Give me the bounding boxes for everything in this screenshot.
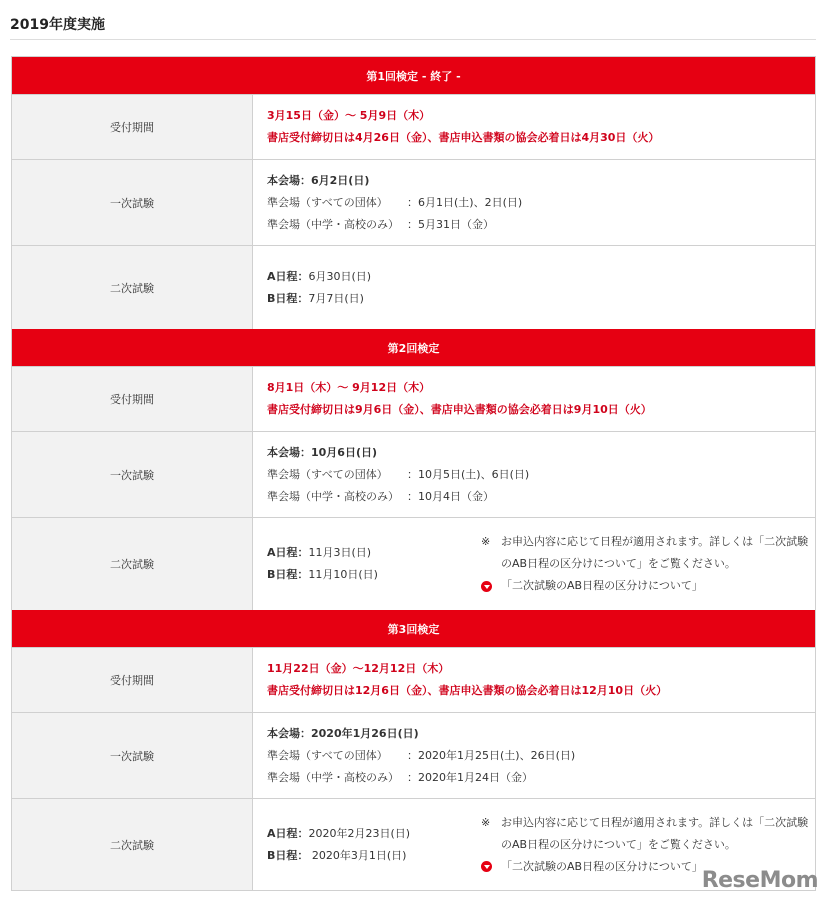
round-3-second-exam-row — [12, 798, 815, 890]
main-venue-date: 本会場：10月6日(日) — [267, 445, 378, 459]
row-label-reception: 受付期間 — [12, 648, 253, 712]
round-2-reception-row — [12, 366, 815, 431]
round-3-header: 第3回検定 — [12, 610, 815, 647]
row-label-first-exam: 一次試験 — [12, 160, 253, 245]
reception-deadline-note: 書店受付締切日は9月6日（金）、書店申込書類の協会必着日は9月10日（火） — [267, 403, 652, 416]
sub-venue-school-date: ：5月31日（金） — [407, 217, 494, 231]
round-2-first-exam-row — [12, 431, 815, 517]
exam-schedule-table — [11, 56, 816, 891]
chevron-down-circle-icon — [481, 581, 492, 592]
reception-period: 3月15日（金）～ 5月9日（木） — [267, 109, 431, 122]
schedule-a-label: A日程： — [267, 269, 309, 283]
round-1-reception-row — [12, 94, 815, 159]
ab-schedule-link[interactable] — [481, 575, 808, 597]
round-3-reception-row — [12, 647, 815, 712]
note-mark: ※ — [481, 815, 491, 829]
sub-venue-school-label: 準会場（中学・高校のみ） — [267, 217, 399, 231]
row-label-second-exam: 二次試験 — [12, 799, 253, 890]
schedule-a-date: 6月30日(日) — [308, 269, 372, 283]
round-1-first-exam-row — [12, 159, 815, 245]
sub-venue-all-label: 準会場（すべての団体） — [267, 467, 388, 481]
sub-venue-school-date: ：10月4日（金） — [407, 489, 494, 503]
round-1-header: 第1回検定 - 終了 - — [12, 57, 815, 94]
reception-deadline-note: 書店受付締切日は12月6日（金）、書店申込書類の協会必着日は12月10日（火） — [267, 684, 668, 697]
schedule-b-date: 7月7日(日) — [308, 291, 364, 305]
ab-schedule-note — [481, 531, 808, 597]
title-divider — [10, 39, 816, 40]
note-text-line2: のAB日程の区分けについて」をご覧ください。 — [501, 837, 736, 851]
schedule-b-label: B日程： — [267, 848, 309, 862]
sub-venue-all-label: 準会場（すべての団体） — [267, 748, 388, 762]
row-label-reception: 受付期間 — [12, 367, 253, 431]
main-venue-date: 本会場：2020年1月26日(日) — [267, 726, 419, 740]
row-label-first-exam: 一次試験 — [12, 432, 253, 517]
sub-venue-all-label: 準会場（すべての団体） — [267, 195, 388, 209]
round-3-first-exam-row — [12, 712, 815, 798]
note-text-line1: お申込内容に応じて日程が適用されます。詳しくは「二次試験 — [501, 535, 809, 548]
schedule-a-label: A日程： — [267, 826, 309, 840]
chevron-down-circle-icon — [481, 861, 492, 872]
sub-venue-school-label: 準会場（中学・高校のみ） — [267, 770, 399, 784]
ab-schedule-link-text[interactable]: 「二次試験のAB日程の区分けについて」 — [501, 579, 703, 592]
schedule-b-date: 11月10日(日) — [308, 568, 378, 581]
note-mark: ※ — [481, 535, 491, 548]
schedule-b-date: 2020年3月1日(日) — [308, 848, 407, 862]
schedule-a-date: 2020年2月23日(日) — [308, 826, 411, 840]
schedule-b-label: B日程： — [267, 568, 309, 581]
schedule-a-date: 11月3日(日) — [308, 546, 372, 559]
round-2-second-exam-row — [12, 517, 815, 610]
ab-schedule-link-text[interactable]: 「二次試験のAB日程の区分けについて」 — [501, 859, 703, 873]
main-venue-date: 本会場：6月2日(日) — [267, 173, 370, 187]
schedule-a-label: A日程： — [267, 546, 309, 559]
round-1-second-exam-row — [12, 245, 815, 329]
sub-venue-school-date: ：2020年1月24日（金） — [407, 770, 533, 784]
row-label-second-exam: 二次試験 — [12, 518, 253, 610]
sub-venue-all-date: ：10月5日(土)、6日(日) — [407, 467, 530, 481]
row-label-reception: 受付期間 — [12, 95, 253, 159]
resemom-watermark-logo: ReseMom — [701, 868, 818, 893]
reception-period: 8月1日（木）～ 9月12日（木） — [267, 381, 431, 394]
round-2-header: 第2回検定 — [12, 329, 815, 366]
sub-venue-all-date: ：6月1日(土)、2日(日) — [407, 195, 523, 209]
reception-deadline-note: 書店受付締切日は4月26日（金）、書店申込書類の協会必着日は4月30日（火） — [267, 131, 660, 144]
sub-venue-school-label: 準会場（中学・高校のみ） — [267, 489, 399, 503]
note-text-line1: お申込内容に応じて日程が適用されます。詳しくは「二次試験 — [501, 815, 809, 829]
note-text-line2: のAB日程の区分けについて」をご覧ください。 — [501, 557, 736, 570]
sub-venue-all-date: ：2020年1月25日(土)、26日(日) — [407, 748, 576, 762]
row-label-second-exam: 二次試験 — [12, 246, 253, 329]
page-title: 2019年度実施 — [10, 17, 105, 33]
row-label-first-exam: 一次試験 — [12, 713, 253, 798]
schedule-b-label: B日程： — [267, 291, 309, 305]
reception-period: 11月22日（金）～12月12日（木） — [267, 662, 450, 675]
